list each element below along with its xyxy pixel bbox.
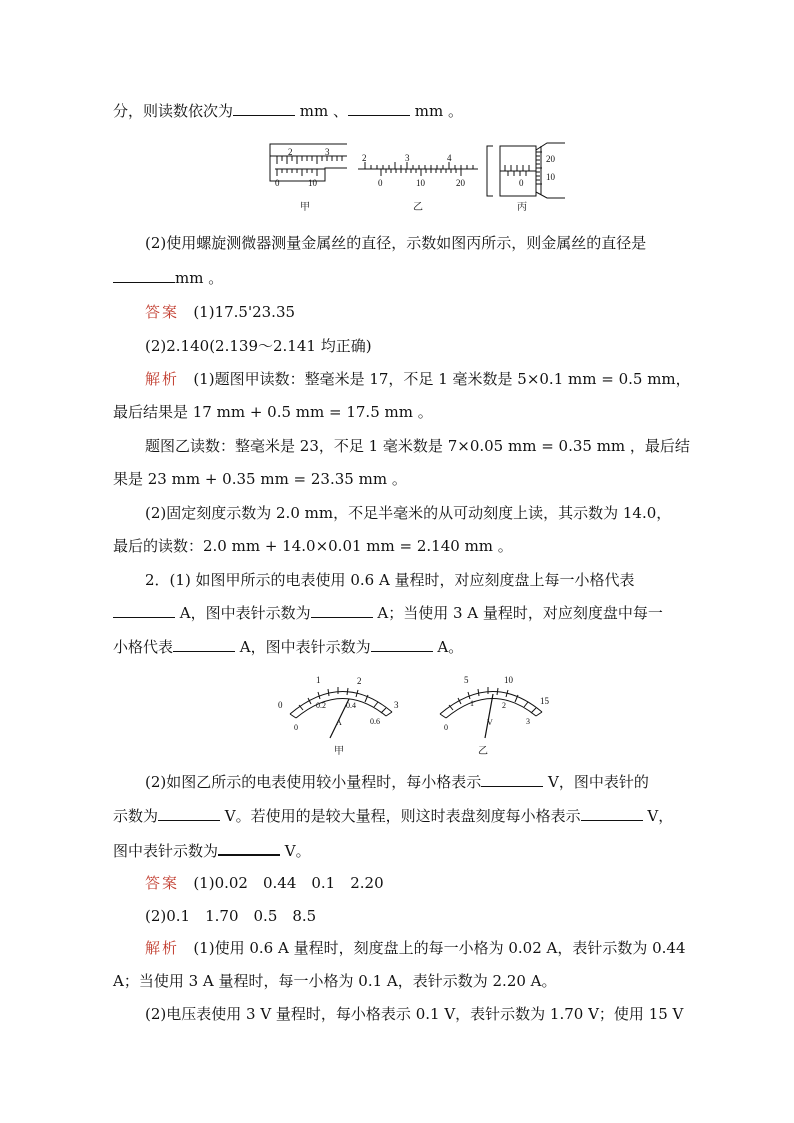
solution-label: 解析 (145, 939, 180, 957)
figure-caption-jia: 甲 (334, 746, 344, 757)
text-segment: mm 。 (175, 269, 224, 287)
solution-text: (1)使用 0.6 A 量程时，刻度盘上的每一小格为 0.02 A，表针示数为 0.44 (193, 939, 686, 957)
text-segment: mm 、 (295, 102, 348, 120)
vernier-caliper-yi (358, 153, 478, 213)
tick-label: 10 (308, 178, 317, 188)
text-segment: 示数为 (113, 807, 159, 825)
tick-label: 3 (325, 147, 330, 157)
tick-label: 0.6 (370, 717, 380, 726)
question-2b-line-1 (145, 772, 649, 792)
question-2b-line-3 (113, 840, 311, 861)
text-segment: A，图中表针示数为 (175, 604, 311, 622)
text-segment: V。 (280, 842, 311, 860)
tick-label: 0 (294, 723, 298, 732)
micrometer-bing (487, 143, 565, 213)
tick-label: 0.2 (316, 701, 326, 710)
tick-label: 1 (470, 699, 474, 708)
text-segment: 分，则读数依次为 (113, 102, 234, 120)
answer-blank-10[interactable] (581, 806, 643, 821)
tick-label: 5 (464, 675, 469, 685)
answer-blank-1[interactable] (233, 101, 295, 116)
solution-1 (145, 369, 691, 389)
tick-label: 2 (357, 676, 362, 686)
answer-blank-3[interactable] (113, 268, 175, 283)
solution-label: 解析 (145, 370, 180, 388)
answer-text: (1)0.02 0.44 0.1 2.20 (193, 874, 384, 892)
tick-label: 20 (456, 178, 465, 188)
text-segment: A；当使用 3 A 量程时，对应刻度盘中每一 (372, 604, 663, 622)
answer-blank-2[interactable] (348, 101, 410, 116)
text-segment: V， (642, 807, 674, 825)
tick-label: 2 (288, 147, 293, 157)
answer-blank-11[interactable] (218, 840, 280, 856)
unit-label: A (336, 718, 342, 727)
answer-1 (145, 302, 295, 322)
tick-label: 2 (362, 153, 367, 163)
question-1-part-2-cont (113, 268, 223, 288)
question-line-1 (113, 101, 463, 121)
caliper-micrometer-figure (255, 138, 575, 216)
tick-label: 4 (447, 153, 452, 163)
tick-label: 0 (519, 178, 524, 188)
answer-2 (145, 873, 384, 893)
answer-label: 答案 (145, 303, 180, 321)
tick-label: 0 (444, 723, 448, 732)
vernier-caliper-jia (270, 144, 347, 213)
figure-caption-bing: 丙 (517, 202, 527, 213)
meter-dials-figure (272, 672, 572, 762)
text-segment: mm 。 (410, 102, 463, 120)
solution-1-line-6: 最后的读数：2.0 mm + 14.0×0.01 mm = 2.140 mm 。 (113, 537, 513, 555)
text-segment: A，图中表针示数为 (235, 638, 371, 656)
text-segment: V，图中表针的 (543, 773, 649, 791)
answer-blank-5[interactable] (311, 603, 373, 618)
solution-text: (1)题图甲读数：整毫米是 17，不足 1 毫米数是 5×0.1 mm = 0.5 mm， (193, 370, 691, 388)
answer-blank-9[interactable] (158, 806, 220, 821)
answer-blank-6[interactable] (173, 637, 235, 652)
text-segment: (2)如图乙所示的电表使用较小量程时，每小格表示 (145, 773, 482, 791)
answer-blank-7[interactable] (371, 637, 433, 652)
tick-label: 20 (546, 154, 555, 164)
text-segment: 图中表针示数为 (113, 842, 219, 860)
solution-1-line-5: (2)固定刻度示数为 2.0 mm，不足半毫米的从可动刻度上读，其示数为 14.0， (145, 504, 672, 522)
text-segment: V。若使用的是较大量程，则这时表盘刻度每小格表示 (220, 807, 581, 825)
answer-1-line-2: (2)2.140(2.139～2.141 均正确) (145, 337, 372, 355)
solution-2-line-2: A；当使用 3 A 量程时，每一小格为 0.1 A，表针示数为 2.20 A。 (113, 972, 557, 990)
voltmeter-dial-yi (440, 675, 550, 757)
tick-label: 10 (416, 178, 425, 188)
question-2-line-3 (113, 637, 463, 657)
text-segment: 小格代表 (113, 638, 174, 656)
solution-2 (145, 938, 686, 958)
solution-1-line-3: 题图乙读数：整毫米是 23，不足 1 毫米数是 7×0.05 mm = 0.35 mm ，最后结 (145, 437, 690, 455)
question-2-line-2 (113, 603, 663, 623)
figure-caption-jia: 甲 (300, 202, 310, 213)
question-2-line-1: 2．(1) 如图甲所示的电表使用 0.6 A 量程时，对应刻度盘上每一小格代表 (145, 571, 635, 589)
solution-1-line-4: 果是 23 mm + 0.35 mm = 23.35 mm 。 (113, 470, 407, 488)
solution-2-line-3: (2)电压表使用 3 V 量程时，每小格表示 0.1 V，表针示数为 1.70 V；使用 15 V (145, 1005, 684, 1023)
tick-label: 0 (278, 700, 283, 710)
solution-1-line-2: 最后结果是 17 mm + 0.5 mm = 17.5 mm 。 (113, 403, 433, 421)
tick-label: 15 (540, 696, 549, 706)
answer-text: (1)17.5'23.35 (193, 303, 296, 321)
tick-label: 1 (316, 675, 321, 685)
ammeter-dial-jia (278, 675, 399, 757)
tick-label: 3 (394, 700, 399, 710)
tick-label: 10 (504, 675, 513, 685)
tick-label: 2 (502, 701, 506, 710)
figure-caption-yi: 乙 (413, 202, 423, 213)
tick-label: 0 (275, 178, 280, 188)
answer-blank-8[interactable] (481, 772, 543, 787)
question-1-part-2: (2)使用螺旋测微器测量金属丝的直径，示数如图丙所示，则金属丝的直径是 (145, 234, 647, 252)
answer-blank-4[interactable] (113, 603, 175, 618)
tick-label: 3 (526, 717, 530, 726)
text-segment: A。 (432, 638, 464, 656)
tick-label: 10 (546, 172, 555, 182)
answer-2-line-2: (2)0.1 1.70 0.5 8.5 (145, 907, 317, 925)
question-2b-line-2 (113, 806, 673, 826)
figure-caption-yi: 乙 (478, 746, 488, 757)
tick-label: 3 (405, 153, 410, 163)
answer-label: 答案 (145, 874, 180, 892)
tick-label: 0 (378, 178, 383, 188)
tick-label: 0.4 (346, 701, 356, 710)
unit-label: V (487, 718, 493, 727)
